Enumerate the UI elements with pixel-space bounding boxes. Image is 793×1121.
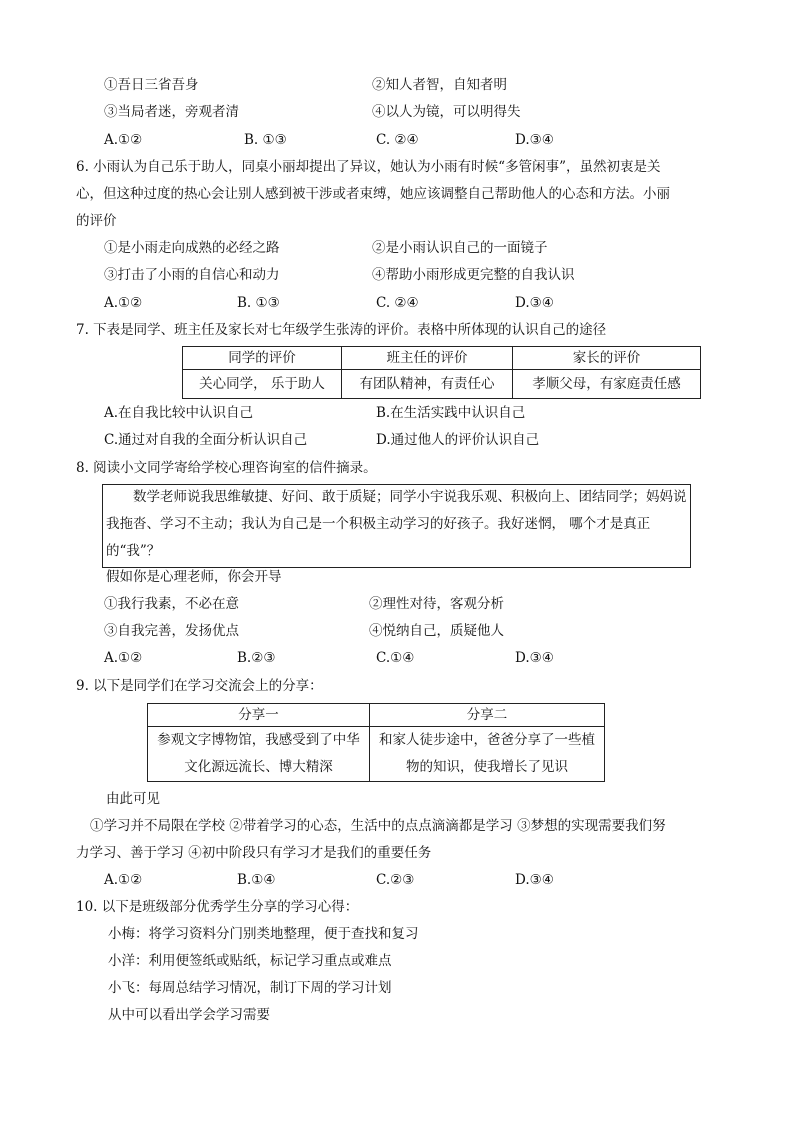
q9-sharing-table: [147, 703, 605, 782]
q8-choice-d: D.③④: [515, 650, 554, 666]
q6-choice-c: C. ②④: [376, 295, 419, 311]
q7-stem: 7. 下表是同学、班主任及家长对七年级学生张涛的评价。表格中所体现的认识自己的途径: [76, 322, 607, 338]
q9-choice-a: A.①②: [104, 872, 143, 888]
q6-option-2: ②是小雨认识自己的一面镜子: [372, 240, 548, 256]
q7-header-classmates: 同学的评价: [183, 347, 342, 370]
q9-cell-share-1: [148, 727, 370, 782]
q9-cell-share-2: [370, 727, 605, 782]
q9-header-share-1: 分享一: [148, 704, 370, 727]
q9-choice-d: D.③④: [515, 872, 554, 888]
q5-option-1: ①吾日三省吾身: [104, 77, 199, 93]
q9-choice-c: C.②③: [376, 872, 415, 888]
q8-prompt: 假如你是心理老师，你会开导: [106, 569, 282, 585]
q9-cell-share-1-line-1: 参观文字博物馆，我感受到了中华: [157, 732, 360, 748]
q7-evaluation-table: [182, 346, 701, 399]
q9-stem: 9. 以下是同学们在学习交流会上的分享：: [76, 678, 323, 694]
q7-choice-b: B.在生活实践中认识自己: [376, 405, 526, 421]
q7-header-teacher: 班主任的评价: [342, 347, 513, 370]
q8-choice-b: B.②③: [237, 650, 276, 666]
q6-choice-a: A.①②: [104, 295, 143, 311]
q6-stem-line-3: 的评价: [76, 213, 117, 229]
q10-xiaoyang: 小洋：利用便签纸或贴纸，标记学习重点或难点: [108, 953, 392, 969]
q8-choice-c: C.①④: [376, 650, 415, 666]
q8-option-1: ①我行我素，不必在意: [104, 596, 239, 612]
q9-options-line-2: 力学习、善于学习 ④初中阶段只有学习才是我们的重要任务: [76, 845, 432, 861]
q5-option-4: ④以人为镜，可以明得失: [372, 104, 521, 120]
q6-option-3: ③打击了小雨的自信心和动力: [104, 267, 280, 283]
q9-cell-share-2-line-2: 物的知识，使我增长了见识: [406, 759, 568, 775]
q10-xiaofei: 小飞：每周总结学习情况，制订下周的学习计划: [108, 980, 392, 996]
q5-choice-d: D.③④: [515, 132, 554, 148]
q5-option-2: ②知人者智，自知者明: [372, 77, 507, 93]
q10-stem: 10. 以下是班级部分优秀学生分享的学习心得：: [76, 899, 359, 915]
q9-choice-b: B.①④: [237, 872, 276, 888]
q10-prompt: 从中可以看出学会学习需要: [108, 1007, 270, 1023]
q5-choice-c: C. ②④: [376, 132, 419, 148]
q7-cell-teacher: 有团队精神，有责任心: [342, 370, 513, 399]
q6-option-4: ④帮助小雨形成更完整的自我认识: [372, 267, 575, 283]
q6-stem-line-2: 心，但这种过度的热心会让别人感到被干涉或者束缚，她应该调整自己帮助他人的心态和方法。小丽: [76, 186, 670, 202]
q9-cell-share-1-line-2: 文化源远流长、博大精深: [184, 759, 333, 775]
q8-option-4: ④悦纳自己，质疑他人: [369, 623, 504, 639]
q9-prompt: 由此可见: [106, 791, 160, 807]
q8-option-2: ②理性对待，客观分析: [369, 596, 504, 612]
q9-cell-share-2-line-1: 和家人徒步途中，爸爸分享了一些植: [379, 732, 595, 748]
q8-stem: 8. 阅读小文同学寄给学校心理咨询室的信件摘录。: [76, 460, 377, 476]
q6-choice-d: D.③④: [515, 295, 554, 311]
q8-option-3: ③自我完善，发扬优点: [104, 623, 239, 639]
q7-cell-parents: 孝顺父母，有家庭责任感: [513, 370, 701, 399]
q7-choice-c: C.通过对自我的全面分析认识自己: [104, 432, 308, 448]
q8-letter-text: 数学老师说我思维敏捷、好问、敢于质疑；同学小宇说我乐观、积极向上、团结同学；妈妈说我拖沓、学习不主动；我认为自己是一个积极主动学习的好孩子。我好迷惘， 哪个才是真正的“我”？: [106, 489, 687, 559]
q6-choice-b: B. ①③: [237, 295, 280, 311]
q5-option-3: ③当局者迷，旁观者清: [104, 104, 239, 120]
q9-header-share-2: 分享二: [370, 704, 605, 727]
q7-choice-a: A.在自我比较中认识自己: [104, 405, 254, 421]
q10-xiaomei: 小梅：将学习资料分门别类地整理，便于查找和复习: [108, 926, 419, 942]
q7-choice-d: D.通过他人的评价认识自己: [376, 432, 540, 448]
q5-choice-b: B. ①③: [244, 132, 287, 148]
q7-header-parents: 家长的评价: [513, 347, 701, 370]
q6-option-1: ①是小雨走向成熟的必经之路: [104, 240, 280, 256]
q5-choice-a: A.①②: [104, 132, 143, 148]
q8-choice-a: A.①②: [104, 650, 143, 666]
q7-cell-classmates: 关心同学， 乐于助人: [183, 370, 342, 399]
q9-options-line-1: ①学习并不局限在学校 ②带着学习的心态，生活中的点点滴滴都是学习 ③梦想的实现需要我们努: [90, 818, 666, 834]
q6-stem-line-1: 6. 小雨认为自己乐于助人，同桌小丽却提出了异议，她认为小雨有时候“多管闲事”，虽然初衷是关: [76, 159, 661, 175]
